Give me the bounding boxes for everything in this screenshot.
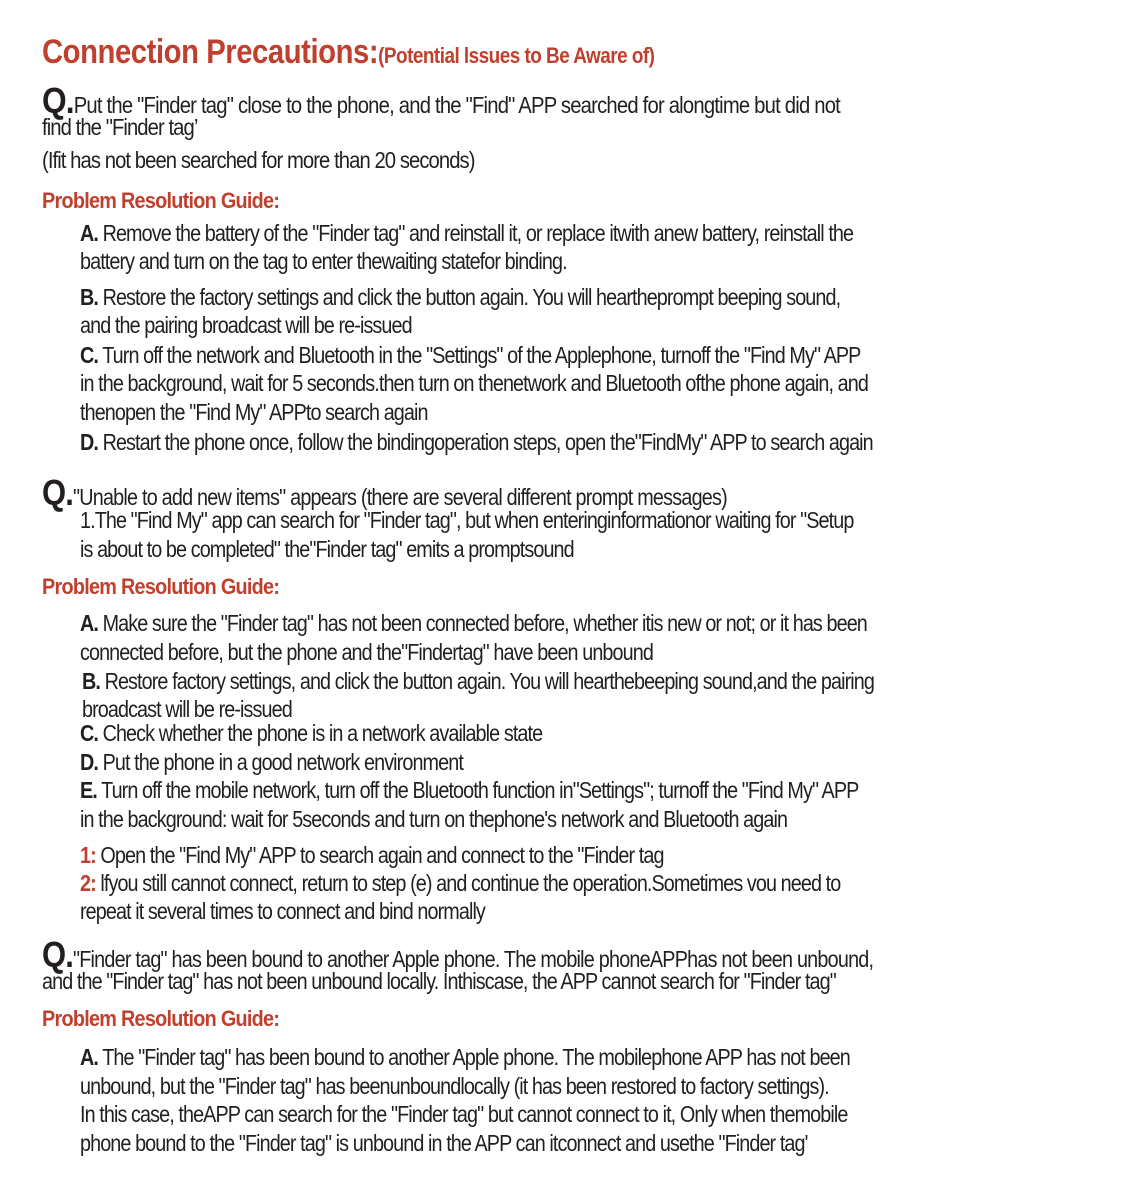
item-text: Turn off the mobile network, turn off the Bluetooth function in"Settings"; turnoff the "Find My" APP bbox=[101, 777, 859, 803]
item-label: B. bbox=[80, 284, 98, 310]
step-label: 1: bbox=[80, 842, 96, 868]
question-note: (Ifit has not been searched for more than 20 seconds) bbox=[42, 147, 475, 173]
guide-item-a bbox=[80, 1044, 850, 1071]
item-text: and the pairing broadcast will be re-issued bbox=[80, 312, 412, 338]
item-label: D. bbox=[80, 429, 98, 455]
item-text: Restore factory settings, and click the button again. You will hearthebeeping sound,and the pairing bbox=[104, 668, 874, 694]
page-title bbox=[42, 33, 654, 72]
item-text: connected before, but the phone and the"Findertag" have been unbound bbox=[80, 639, 653, 665]
guide-heading: Problem Resolution Guide: bbox=[42, 1006, 280, 1031]
question-text: is about to be completed" the"Finder tag" emits a promptsound bbox=[80, 536, 574, 562]
step-2 bbox=[80, 870, 840, 897]
guide-item-c bbox=[80, 720, 542, 747]
item-text: Turn off the network and Bluetooth in the "Settings" of the Applephone, turnoff the "Find My" APP bbox=[102, 342, 861, 368]
q-marker: Q. bbox=[42, 934, 73, 975]
item-label: B. bbox=[82, 668, 100, 694]
item-text: thenopen the "Find My" APPto search again bbox=[80, 399, 428, 425]
question-text: and the "Finder tag" has not been unbound locally. Inthiscase, the APP cannot search for "Finder tag" bbox=[42, 968, 836, 994]
question-text: "Unable to add new items" appears (there are several different prompt messages) bbox=[72, 484, 727, 510]
item-text: The "Finder tag" has been bound to another Apple phone. The mobilephone APP has not been bbox=[102, 1044, 850, 1070]
item-text: Restart the phone once, follow the bindingoperation steps, open the"FindMy" APP to search again bbox=[102, 429, 873, 455]
guide-item-c bbox=[80, 342, 860, 369]
title-subtitle: (Potential lssues to Be Aware of) bbox=[378, 43, 655, 68]
item-label: A. bbox=[80, 220, 98, 246]
guide-item-d bbox=[80, 429, 873, 456]
guide-heading: Problem Resolution Guide: bbox=[42, 188, 280, 213]
q-marker: Q. bbox=[42, 80, 74, 121]
step-1 bbox=[80, 842, 664, 869]
question-text: find the "Finder tag’ bbox=[42, 114, 198, 140]
guide-item-b bbox=[82, 668, 874, 695]
item-label: C. bbox=[80, 342, 98, 368]
item-text: Put the phone in a good network environment bbox=[102, 749, 463, 775]
question-text: "Finder tag" has been bound to another Apple phone. The mobile phoneAPPhas not been unbound, bbox=[72, 946, 874, 972]
item-text: unbound, but the "Finder tag" has beenunboundlocally (it has been restored to factory settings). bbox=[80, 1073, 829, 1099]
item-text: in the background, wait for 5 seconds.then turn on thenetwork and Bluetooth ofthe phone again, and bbox=[80, 370, 868, 396]
guide-item-d bbox=[80, 749, 463, 776]
guide-heading: Problem Resolution Guide: bbox=[42, 574, 280, 599]
guide-item-a bbox=[80, 610, 867, 637]
item-text: Remove the battery of the "Finder tag" and reinstall it, or replace itwith anew battery, reinstall the bbox=[102, 220, 854, 246]
item-text: Restore the factory settings and click the button again. You will heartheprompt beeping sound, bbox=[102, 284, 841, 310]
guide-item-b bbox=[80, 284, 840, 311]
item-text: battery and turn on the tag to enter thewaiting statefor binding. bbox=[80, 248, 567, 274]
item-label: A. bbox=[80, 1044, 98, 1070]
question-text: 1.The "Find My" app can search for "Finder tag", but when enteringinformationor waiting for "Setup bbox=[80, 507, 854, 533]
guide-item-a bbox=[80, 220, 853, 247]
item-label: C. bbox=[80, 720, 98, 746]
item-text: Check whether the phone is in a network available state bbox=[102, 720, 543, 746]
guide-item-e bbox=[80, 777, 858, 804]
item-label: E. bbox=[80, 777, 97, 803]
item-text: Make sure the "Finder tag" has not been connected before, whether itis new or not; or it has been bbox=[102, 610, 867, 636]
question-text: Put the "Finder tag" close to the phone, and the "Find" APP searched for alongtime but did not bbox=[73, 92, 841, 118]
step-label: 2: bbox=[80, 870, 96, 896]
step-text: repeat it several times to connect and bind normally bbox=[80, 898, 485, 924]
item-text: phone bound to the "Finder tag" is unbound in the APP can itconnect and usethe "Finder tag' bbox=[80, 1130, 808, 1156]
title-main: Connection Precautions: bbox=[42, 33, 379, 71]
item-label: A. bbox=[80, 610, 98, 636]
step-text: lfyou still cannot connect, return to step (e) and continue the operation.Sometimes vou need to bbox=[100, 870, 841, 896]
item-label: D. bbox=[80, 749, 98, 775]
item-text: In this case, theAPP can search for the "Finder tag" but cannot connect to it, Only when themobile bbox=[80, 1101, 848, 1127]
q-marker: Q. bbox=[42, 472, 73, 513]
step-text: Open the "Find My" APP to search again and connect to the "Finder tag bbox=[100, 842, 664, 868]
item-text: in the background: wait for 5seconds and turn on thephone's network and Bluetooth again bbox=[80, 806, 788, 832]
item-text: broadcast will be re-issued bbox=[82, 696, 292, 722]
